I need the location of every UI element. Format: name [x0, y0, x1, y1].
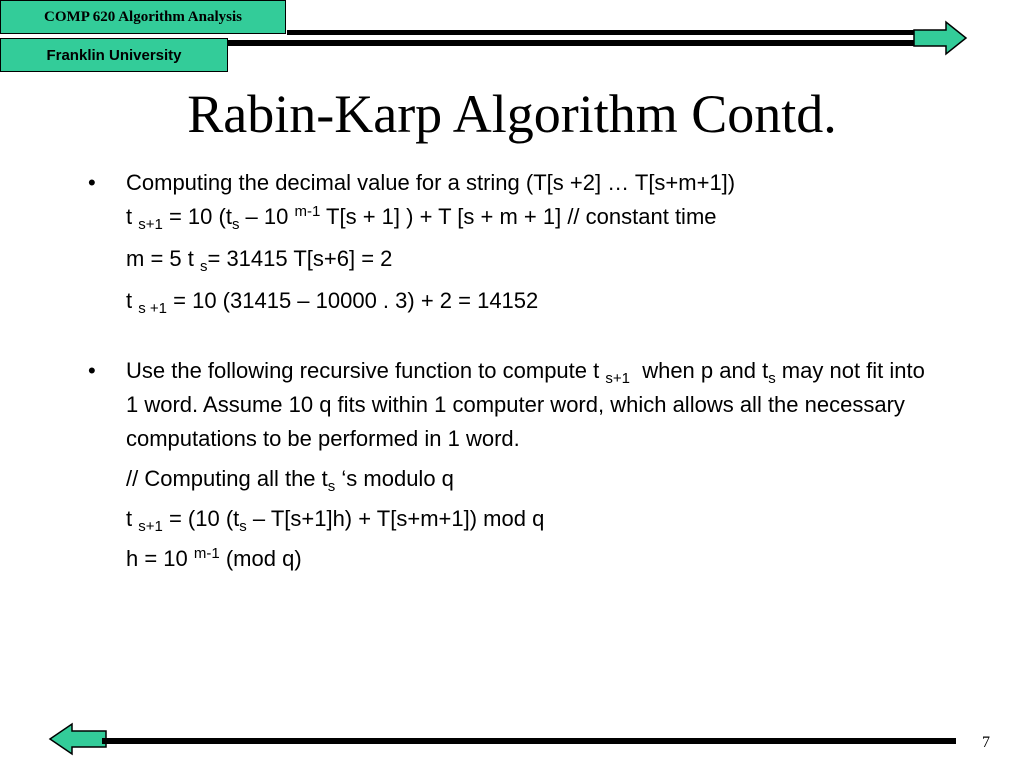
text: = 31415 T[s+6] = 2: [207, 246, 393, 271]
text: Use the following recursive function to compute t: [126, 358, 606, 383]
text: = 10 (31415 – 10000 . 3) + 2 = 14152: [167, 288, 539, 313]
superscript: m-1: [193, 545, 220, 562]
formula-line: [88, 242, 938, 276]
text: T[s + 1] ) + T [s + m + 1] // constant time: [320, 204, 717, 229]
spacer: [88, 318, 938, 354]
formula-line: [88, 542, 938, 576]
arrow-right-icon[interactable]: [912, 20, 968, 56]
arrow-left-icon[interactable]: [48, 722, 108, 756]
subscript: s+1: [138, 216, 163, 233]
formula-line: [88, 502, 938, 536]
text: h = 10: [126, 546, 194, 571]
text: (mod q): [219, 546, 302, 571]
text: t: [126, 288, 139, 313]
text: = 10 (t: [162, 204, 232, 229]
subscript: s: [768, 370, 776, 387]
text: m = 5 t: [126, 246, 200, 271]
formula-line: [88, 200, 938, 234]
slide-title: Rabin-Karp Algorithm Contd.: [187, 84, 837, 144]
bullet-text: Computing the decimal value for a string (T[s +2] … T[s+m+1]): [126, 170, 736, 195]
header-rule-top: [287, 30, 914, 35]
text: – 10: [239, 204, 295, 229]
bullet-text: [126, 354, 938, 456]
formula-line: [88, 462, 938, 496]
text: ‘s modulo q: [335, 466, 454, 491]
text: t: [126, 204, 139, 229]
subscript: s: [239, 518, 247, 535]
bullet-icon: •: [88, 170, 96, 195]
text: when p and t: [629, 358, 769, 383]
text: = (10 (t: [162, 506, 240, 531]
formula-line: [88, 284, 938, 318]
subscript: s +1: [138, 300, 168, 317]
bullet-item: [88, 166, 938, 200]
text: t: [126, 506, 139, 531]
header-rule-bottom: [228, 40, 914, 46]
subscript: s+1: [605, 370, 630, 387]
course-label: COMP 620 Algorithm Analysis: [44, 8, 242, 25]
subscript: s: [231, 216, 240, 233]
subscript: s: [199, 258, 208, 275]
subscript: s: [327, 478, 336, 495]
superscript: m-1: [294, 203, 321, 220]
text: may not fit into 1 word. Assume 10 q fits within 1 computer word, which allows all the necessary computations to be performed in 1 word.: [126, 358, 925, 451]
university-label: Franklin University: [46, 46, 182, 64]
bullet-icon: •: [88, 358, 96, 383]
slide-content: [88, 166, 938, 576]
page-number: 7: [982, 734, 990, 751]
text: // Computing all the t: [126, 466, 328, 491]
footer-rule: [102, 738, 956, 744]
text: – T[s+1]h) + T[s+m+1]) mod q: [246, 506, 545, 531]
subscript: s+1: [138, 518, 163, 535]
course-badge: [0, 0, 286, 34]
bullet-item: [88, 354, 938, 456]
university-badge: [0, 38, 228, 72]
